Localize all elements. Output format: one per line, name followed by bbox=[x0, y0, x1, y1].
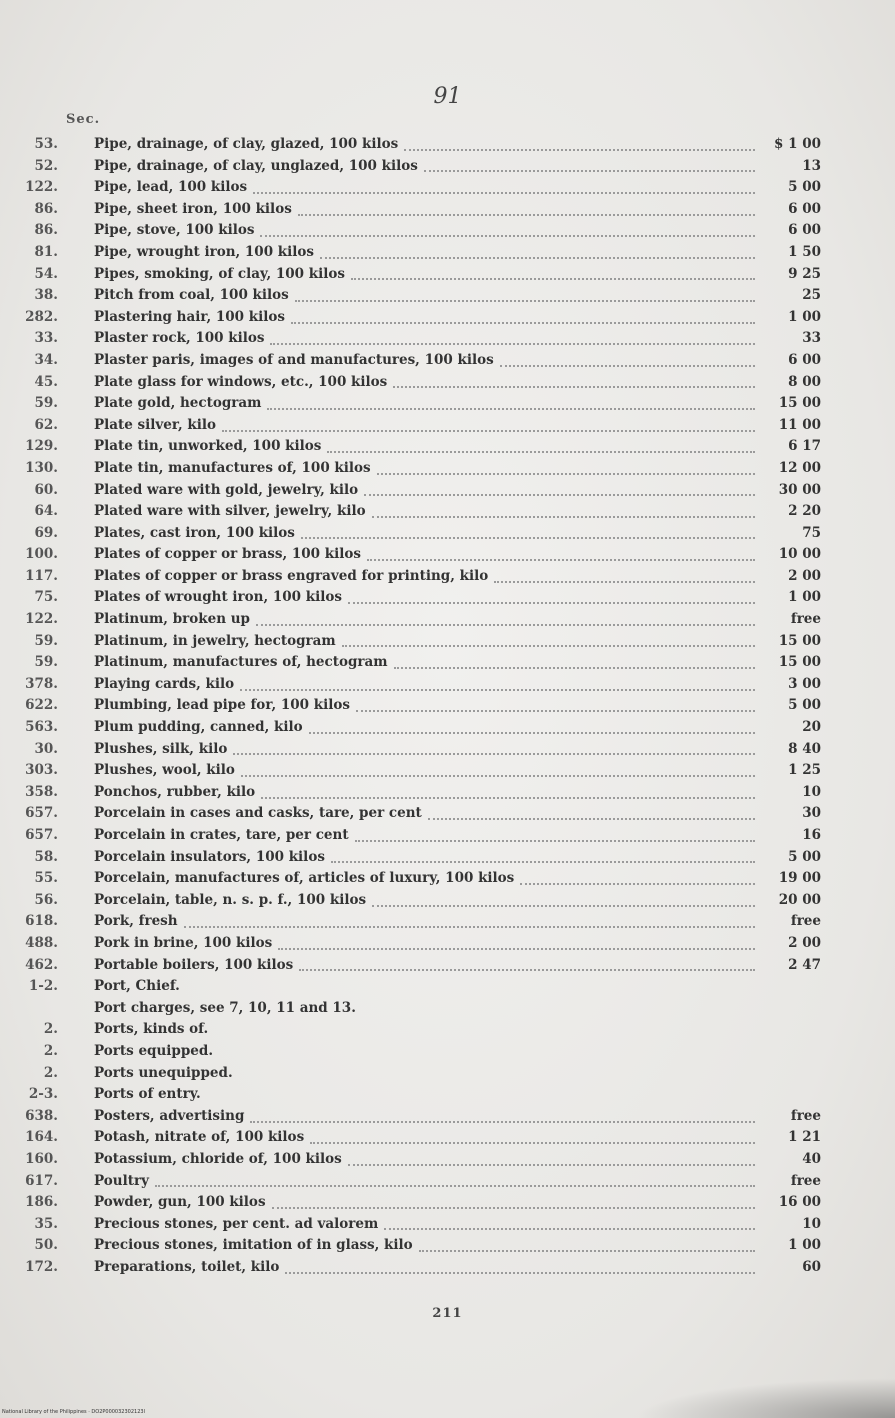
entry-description: Pork in brine, 100 kilos bbox=[94, 934, 273, 951]
index-entry bbox=[0, 222, 895, 244]
index-entry bbox=[0, 395, 895, 417]
index-entry bbox=[0, 827, 895, 849]
dot-leader bbox=[494, 581, 755, 583]
entry-section-number: 617. bbox=[25, 1172, 58, 1189]
dot-leader bbox=[394, 667, 755, 669]
index-entry bbox=[0, 374, 895, 396]
dot-leader bbox=[351, 278, 755, 280]
entry-description: Precious stones, per cent. ad valorem bbox=[94, 1215, 379, 1232]
index-entry bbox=[0, 438, 895, 460]
entry-rate: 25 bbox=[802, 287, 821, 304]
entry-rate: 16 bbox=[802, 827, 821, 843]
index-entry bbox=[0, 1086, 895, 1108]
entry-description: Potash, nitrate of, 100 kilos bbox=[94, 1129, 305, 1146]
entry-section-number: 2-3. bbox=[28, 1086, 58, 1103]
index-entry bbox=[0, 633, 895, 655]
index-entry bbox=[0, 266, 895, 288]
entry-section-number: 657. bbox=[25, 827, 58, 843]
entry-section-number: 38. bbox=[34, 287, 58, 304]
index-entry bbox=[0, 1065, 895, 1087]
entry-description: Plate glass for windows, etc., 100 kilos bbox=[94, 373, 388, 390]
entry-description: Plate gold, hectogram bbox=[94, 395, 262, 412]
index-entry bbox=[0, 309, 895, 331]
entry-rate: 15 00 bbox=[778, 654, 821, 671]
entry-description: Porcelain, table, n. s. p. f., 100 kilos bbox=[94, 891, 367, 908]
entry-description: Portable boilers, 100 kilos bbox=[94, 956, 294, 973]
entry-rate: 20 00 bbox=[778, 891, 821, 908]
entry-rate: 2 47 bbox=[788, 956, 821, 973]
entry-rate: 2 00 bbox=[788, 567, 821, 584]
index-entry bbox=[0, 568, 895, 590]
dot-leader bbox=[500, 365, 755, 367]
dot-leader bbox=[372, 905, 755, 907]
entry-section-number: 358. bbox=[25, 783, 58, 800]
entry-description: Platinum, in jewelry, hectogram bbox=[94, 632, 336, 649]
entry-description: Plates of copper or brass, 100 kilos bbox=[94, 546, 361, 563]
entry-section-number: 130. bbox=[25, 459, 58, 476]
index-entry bbox=[0, 784, 895, 806]
dot-leader bbox=[278, 948, 755, 950]
index-entry bbox=[0, 158, 895, 180]
index-entry bbox=[0, 1259, 895, 1281]
entry-section-number: 64. bbox=[34, 503, 58, 520]
dot-leader bbox=[309, 732, 755, 734]
entry-rate: 20 bbox=[802, 719, 821, 736]
entry-rate: 5 00 bbox=[788, 697, 821, 714]
entry-rate: 5 00 bbox=[788, 848, 821, 865]
entry-description: Plated ware with gold, jewelry, kilo bbox=[94, 481, 359, 498]
entry-description: Plates, cast iron, 100 kilos bbox=[94, 524, 295, 541]
entry-description: Plaster rock, 100 kilos bbox=[94, 330, 265, 347]
index-entry bbox=[0, 482, 895, 504]
entry-description: Plate tin, manufactures of, 100 kilos bbox=[94, 459, 371, 476]
dot-leader bbox=[404, 149, 755, 151]
dot-leader bbox=[348, 602, 755, 604]
entry-rate: 6 00 bbox=[788, 200, 821, 217]
entry-section-number: 618. bbox=[25, 913, 58, 930]
entry-section-number: 100. bbox=[25, 546, 58, 563]
index-entry bbox=[0, 352, 895, 374]
dot-leader bbox=[299, 969, 755, 971]
index-entry bbox=[0, 1216, 895, 1238]
entry-description: Powder, gun, 100 kilos bbox=[94, 1194, 266, 1211]
index-entry bbox=[0, 762, 895, 784]
dot-leader bbox=[298, 214, 755, 216]
entry-section-number: 563. bbox=[25, 719, 58, 736]
entry-description: Plated ware with silver, jewelry, kilo bbox=[94, 503, 366, 520]
index-entry bbox=[0, 654, 895, 676]
entry-description: Posters, advertising bbox=[94, 1107, 245, 1124]
entry-rate: 1 50 bbox=[788, 243, 821, 260]
entry-description: Precious stones, imitation of in glass, kilo bbox=[94, 1237, 413, 1254]
page-number-bottom: 211 bbox=[432, 1306, 463, 1321]
entry-description: Playing cards, kilo bbox=[94, 675, 235, 692]
dot-leader bbox=[393, 386, 755, 388]
index-entry bbox=[0, 460, 895, 482]
dot-leader bbox=[364, 494, 755, 496]
entry-section-number: 172. bbox=[25, 1258, 58, 1275]
dot-leader bbox=[270, 343, 755, 345]
index-entry bbox=[0, 546, 895, 568]
entry-rate: free bbox=[790, 611, 821, 628]
dot-leader bbox=[155, 1185, 755, 1187]
entry-rate: 19 00 bbox=[778, 870, 821, 887]
entry-rate: 8 40 bbox=[788, 740, 821, 757]
entry-section-number: 30. bbox=[34, 740, 58, 757]
entry-rate: 33 bbox=[802, 330, 821, 347]
entry-description: Plushes, wool, kilo bbox=[94, 762, 235, 779]
entry-section-number: 129. bbox=[25, 438, 58, 455]
dot-leader bbox=[295, 300, 755, 302]
entry-section-number: 122. bbox=[25, 179, 58, 196]
dot-leader bbox=[240, 689, 755, 691]
entry-description: Porcelain in cases and casks, tare, per cent bbox=[94, 805, 422, 822]
index-entry bbox=[0, 957, 895, 979]
index-entry bbox=[0, 417, 895, 439]
entry-section-number: 50. bbox=[34, 1237, 58, 1254]
dot-leader bbox=[256, 624, 755, 626]
entry-section-number: 35. bbox=[34, 1215, 58, 1232]
credit-line: National Library of the Philippines · DO2P000032302123l bbox=[2, 1409, 145, 1415]
dot-leader bbox=[253, 192, 755, 194]
dot-leader bbox=[377, 473, 755, 475]
entry-section-number: 62. bbox=[34, 416, 58, 433]
entry-section-number: 34. bbox=[34, 351, 58, 368]
entry-description: Porcelain, manufactures of, articles of luxury, 100 kilos bbox=[94, 870, 515, 887]
entry-rate: free bbox=[790, 1172, 821, 1189]
index-entry bbox=[0, 719, 895, 741]
dot-leader bbox=[250, 1121, 755, 1123]
index-entry bbox=[0, 805, 895, 827]
index-entry bbox=[0, 589, 895, 611]
dot-leader bbox=[342, 645, 755, 647]
index-entry bbox=[0, 892, 895, 914]
entry-section-number: 282. bbox=[25, 308, 58, 325]
index-entry bbox=[0, 697, 895, 719]
index-entry bbox=[0, 676, 895, 698]
entry-description: Plastering hair, 100 kilos bbox=[94, 308, 285, 325]
dot-leader bbox=[428, 818, 755, 820]
index-entry bbox=[0, 1108, 895, 1130]
dot-leader bbox=[260, 235, 755, 237]
index-entry bbox=[0, 978, 895, 1000]
entry-rate: 1 00 bbox=[788, 308, 821, 325]
index-entries bbox=[0, 136, 895, 1280]
entry-description: Pipe, drainage, of clay, unglazed, 100 kilos bbox=[94, 157, 418, 174]
index-entry bbox=[0, 287, 895, 309]
entry-description: Ports equipped. bbox=[94, 1042, 214, 1059]
index-entry bbox=[0, 1151, 895, 1173]
entry-section-number: 86. bbox=[34, 222, 58, 239]
entry-description: Ports unequipped. bbox=[94, 1064, 233, 1081]
entry-rate: 40 bbox=[802, 1150, 821, 1167]
entry-description: Plaster paris, images of and manufactures, 100 kilos bbox=[94, 351, 494, 368]
dot-leader bbox=[222, 430, 755, 432]
entry-section-number: 56. bbox=[34, 891, 58, 908]
dot-leader bbox=[419, 1250, 755, 1252]
entry-section-number: 488. bbox=[25, 934, 58, 951]
index-entry bbox=[0, 1000, 895, 1022]
entry-section-number: 59. bbox=[34, 654, 58, 671]
entry-section-number: 2. bbox=[43, 1064, 58, 1081]
entry-rate: 60 bbox=[802, 1258, 821, 1275]
entry-rate: 5 00 bbox=[788, 179, 821, 196]
dot-leader bbox=[355, 840, 755, 842]
entry-description: Plate silver, kilo bbox=[94, 416, 216, 433]
entry-rate: 10 00 bbox=[778, 546, 821, 563]
entry-rate: 2 00 bbox=[788, 934, 821, 951]
entry-section-number: 2. bbox=[43, 1021, 58, 1038]
page-number-top: 91 bbox=[433, 84, 462, 109]
index-entry bbox=[0, 503, 895, 525]
entry-description: Pork, fresh bbox=[94, 913, 178, 930]
index-entry bbox=[0, 870, 895, 892]
dot-leader bbox=[310, 1142, 755, 1144]
entry-section-number: 58. bbox=[34, 848, 58, 865]
index-entry bbox=[0, 849, 895, 871]
entry-section-number: 117. bbox=[25, 567, 58, 584]
entry-description: Potassium, chloride of, 100 kilos bbox=[94, 1150, 342, 1167]
entry-section-number: 164. bbox=[25, 1129, 58, 1146]
entry-rate: 30 00 bbox=[778, 481, 821, 498]
entry-section-number: 462. bbox=[25, 956, 58, 973]
entry-description: Pipe, sheet iron, 100 kilos bbox=[94, 200, 292, 217]
entry-section-number: 60. bbox=[34, 481, 58, 498]
dot-leader bbox=[267, 408, 755, 410]
entry-section-number: 54. bbox=[34, 265, 58, 282]
entry-rate: free bbox=[790, 913, 821, 930]
entry-description: Pitch from coal, 100 kilos bbox=[94, 287, 289, 304]
dot-leader bbox=[327, 451, 755, 453]
dot-leader bbox=[241, 775, 755, 777]
entry-section-number: 59. bbox=[34, 632, 58, 649]
entry-description: Port, Chief. bbox=[94, 978, 180, 995]
entry-rate: 13 bbox=[802, 157, 821, 174]
entry-section-number: 303. bbox=[25, 762, 58, 779]
entry-rate: 1 00 bbox=[788, 589, 821, 606]
dot-leader bbox=[233, 753, 755, 755]
entry-description: Pipe, lead, 100 kilos bbox=[94, 179, 248, 196]
entry-section-number: 52. bbox=[34, 157, 58, 174]
entry-rate: 1 00 bbox=[788, 1237, 821, 1254]
entry-description: Plumbing, lead pipe for, 100 kilos bbox=[94, 697, 350, 714]
entry-section-number: 59. bbox=[34, 395, 58, 412]
entry-rate: free bbox=[790, 1107, 821, 1124]
entry-rate: 10 bbox=[802, 783, 821, 800]
entry-rate: 2 20 bbox=[788, 503, 821, 520]
entry-section-number: 75. bbox=[34, 589, 58, 606]
entry-description: Platinum, manufactures of, hectogram bbox=[94, 654, 388, 671]
index-entry bbox=[0, 913, 895, 935]
entry-description: Port charges, see 7, 10, 11 and 13. bbox=[94, 999, 356, 1016]
dot-leader bbox=[285, 1272, 755, 1274]
index-entry bbox=[0, 330, 895, 352]
entry-section-number: 33. bbox=[34, 330, 58, 347]
index-entry bbox=[0, 1043, 895, 1065]
entry-section-number: 45. bbox=[34, 373, 58, 390]
entry-section-number: 53. bbox=[34, 136, 58, 152]
dot-leader bbox=[348, 1164, 755, 1166]
dot-leader bbox=[367, 559, 755, 561]
dot-leader bbox=[320, 257, 755, 259]
dot-leader bbox=[520, 883, 755, 885]
entry-rate: 1 25 bbox=[788, 762, 821, 779]
entry-rate: 9 25 bbox=[788, 265, 821, 282]
index-entry bbox=[0, 1194, 895, 1216]
entry-rate: 75 bbox=[802, 524, 821, 541]
section-column-header: Sec. bbox=[66, 112, 101, 127]
entry-section-number: 81. bbox=[34, 243, 58, 260]
index-entry bbox=[0, 244, 895, 266]
entry-description: Ports, kinds of. bbox=[94, 1021, 209, 1038]
entry-rate: 3 00 bbox=[788, 675, 821, 692]
dot-leader bbox=[301, 537, 755, 539]
entry-rate: 12 00 bbox=[778, 459, 821, 476]
entry-description: Pipe, stove, 100 kilos bbox=[94, 222, 255, 239]
dot-leader bbox=[272, 1207, 755, 1209]
entry-description: Plates of wrought iron, 100 kilos bbox=[94, 589, 342, 606]
entry-section-number: 122. bbox=[25, 611, 58, 628]
entry-rate: 6 17 bbox=[788, 438, 821, 455]
dot-leader bbox=[184, 926, 755, 928]
dot-leader bbox=[291, 322, 755, 324]
entry-description: Porcelain in crates, tare, per cent bbox=[94, 827, 349, 843]
entry-section-number: 86. bbox=[34, 200, 58, 217]
entry-section-number: 186. bbox=[25, 1194, 58, 1211]
dot-leader bbox=[261, 797, 755, 799]
entry-description: Plates of copper or brass engraved for printing, kilo bbox=[94, 567, 489, 584]
index-entry bbox=[0, 1237, 895, 1259]
entry-section-number: 55. bbox=[34, 870, 58, 887]
index-entry bbox=[0, 741, 895, 763]
entry-description: Pipe, wrought iron, 100 kilos bbox=[94, 243, 315, 260]
dot-leader bbox=[372, 516, 755, 518]
entry-rate: 15 00 bbox=[778, 632, 821, 649]
entry-rate: 6 00 bbox=[788, 351, 821, 368]
entry-rate: 16 00 bbox=[778, 1194, 821, 1211]
entry-section-number: 378. bbox=[25, 675, 58, 692]
entry-section-number: 638. bbox=[25, 1107, 58, 1124]
index-entry bbox=[0, 1173, 895, 1195]
entry-description: Plushes, silk, kilo bbox=[94, 740, 228, 757]
entry-description: Pipes, smoking, of clay, 100 kilos bbox=[94, 265, 345, 282]
entry-section-number: 1-2. bbox=[28, 978, 58, 995]
index-entry bbox=[0, 201, 895, 223]
entry-section-number: 657. bbox=[25, 805, 58, 822]
entry-rate: 8 00 bbox=[788, 373, 821, 390]
entry-description: Ports of entry. bbox=[94, 1086, 201, 1103]
entry-rate: 6 00 bbox=[788, 222, 821, 239]
entry-description: Porcelain insulators, 100 kilos bbox=[94, 848, 325, 865]
entry-rate: $ 1 00 bbox=[774, 136, 821, 152]
entry-description: Poultry bbox=[94, 1172, 149, 1189]
entry-rate: 10 bbox=[802, 1215, 821, 1232]
index-entry bbox=[0, 935, 895, 957]
entry-description: Pipe, drainage, of clay, glazed, 100 kilos bbox=[94, 136, 399, 152]
index-entry bbox=[0, 525, 895, 547]
entry-rate: 11 00 bbox=[778, 416, 821, 433]
entry-description: Plum pudding, canned, kilo bbox=[94, 719, 303, 736]
index-entry bbox=[0, 1021, 895, 1043]
entry-section-number: 69. bbox=[34, 524, 58, 541]
index-entry bbox=[0, 179, 895, 201]
entry-section-number: 2. bbox=[43, 1042, 58, 1059]
dot-leader bbox=[424, 170, 755, 172]
entry-rate: 30 bbox=[802, 805, 821, 822]
entry-description: Ponchos, rubber, kilo bbox=[94, 783, 256, 800]
entry-rate: 15 00 bbox=[778, 395, 821, 412]
index-entry bbox=[0, 1129, 895, 1151]
entry-section-number: 622. bbox=[25, 697, 58, 714]
entry-description: Plate tin, unworked, 100 kilos bbox=[94, 438, 322, 455]
entry-description: Preparations, toilet, kilo bbox=[94, 1258, 280, 1275]
dot-leader bbox=[356, 710, 755, 712]
entry-section-number: 160. bbox=[25, 1150, 58, 1167]
dot-leader bbox=[384, 1228, 755, 1230]
scan-shadow bbox=[635, 1378, 895, 1418]
index-entry bbox=[0, 136, 895, 158]
dot-leader bbox=[331, 861, 755, 863]
entry-rate: 1 21 bbox=[788, 1129, 821, 1146]
entry-description: Platinum, broken up bbox=[94, 611, 250, 628]
index-entry bbox=[0, 611, 895, 633]
